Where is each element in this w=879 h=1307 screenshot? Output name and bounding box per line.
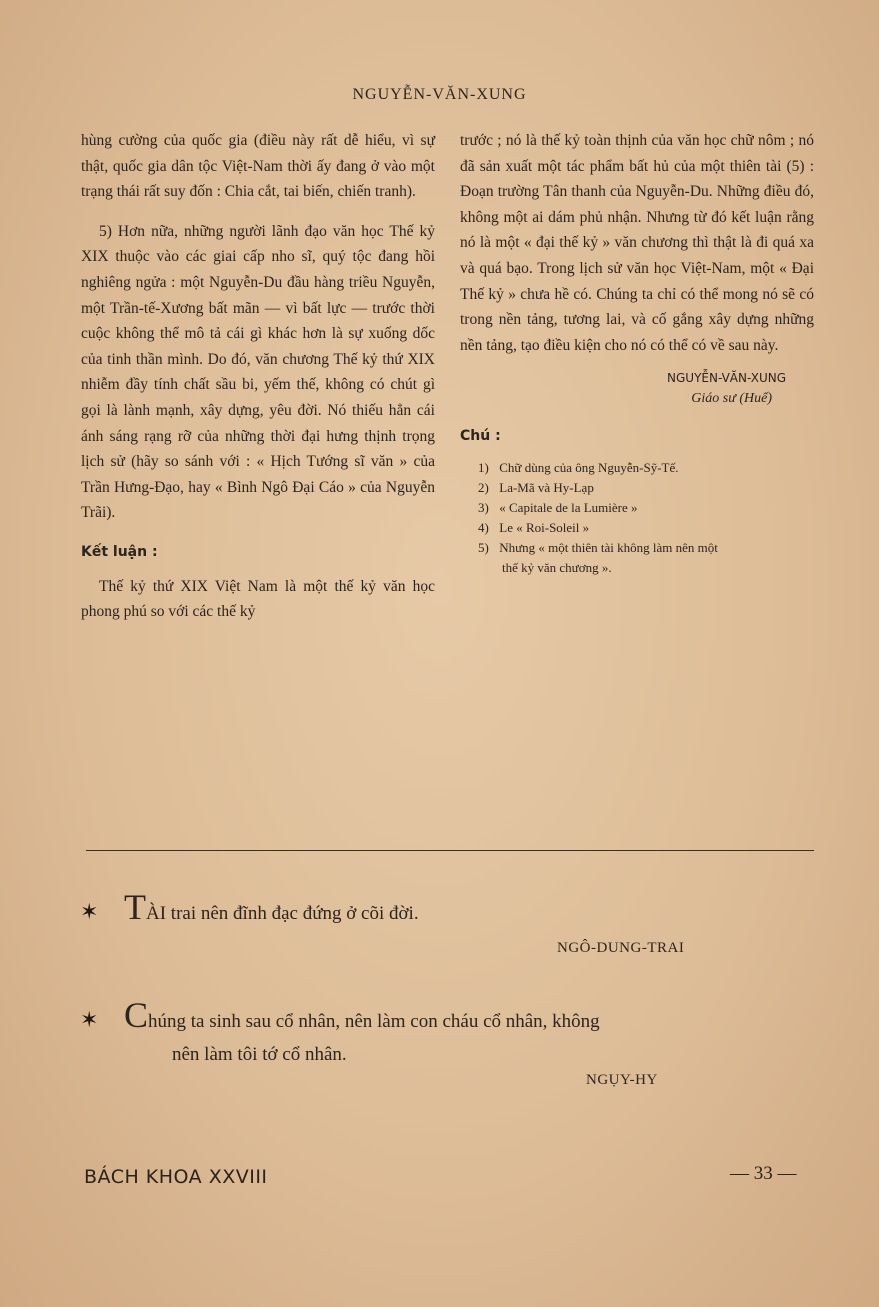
note-item [478,478,814,498]
note-number: 3) [478,499,489,515]
quote-text: ÀI trai nên đĩnh đạc đứng ở cõi đời. [146,903,419,924]
note-text-continuation: thế kỷ văn chương ». [502,559,612,575]
note-text: Chữ dùng của ông Nguyễn-Sỹ-Tế. [499,459,679,475]
right-column [460,128,814,578]
note-item [478,538,814,578]
author-signature: NGUYỄN-VĂN-XUNG [667,371,786,386]
notes-heading: Chú : [460,428,501,445]
page-number: — 33 — [730,1163,797,1184]
quote-1-author: NGÔ-DUNG-TRAI [557,940,685,956]
quote-text-line-2: nên làm tôi tớ cổ nhân. [172,1044,347,1065]
note-text: Le « Roi-Soleil » [499,519,590,535]
publication-name: BÁCH KHOA XXVIII [84,1166,268,1188]
left-paragraph-2: 5) Hơn nữa, những người lãnh đạo văn học Thế kỷ XIX thuộc vào các giai cấp nho sĩ, quý tộc đang hồi nghiêng ngửa : một Nguyễn-Du đầu hàng triều Nguyễn, một Trần-tế-Xương bất mãn — vì bất lực — trước thời cuộc không thể mô tả cái gì khác hơn là sự xuống dốc của tinh thần mình. Do đó, văn chương Thế kỷ thứ XIX nhiễm đầy tính chất sầu bi, yếm thế, không có chút gì gọi là lành mạnh, xây dựng, yêu đời. Nó thiếu hẳn cái ánh sáng rạng rỡ của những thời đại hưng thịnh trọng lịch sử (hãy so sánh với : « Hịch Tướng sĩ văn » của Trần Hưng-Đạo, hay « Bình Ngô Đại Cáo » của Nguyễn Trãi). [81,222,435,522]
quote-dropcap: T [124,887,146,927]
notes-list [460,458,814,578]
star-bullet-icon: ✶ [80,1008,99,1033]
author-title: Giáo sư (Huế) [691,391,772,407]
quote-text: húng ta sinh sau cổ nhân, nên làm con cháu cổ nhân, không [148,1011,600,1032]
note-item [478,498,814,518]
note-number: 4) [478,519,489,535]
quote-1 [80,886,820,928]
note-number: 5) [478,539,489,555]
note-number: 1) [478,459,489,475]
conclusion-heading: Kết luận : [81,543,158,560]
note-text: « Capitale de la Lumière » [499,499,638,515]
left-paragraph-1: hùng cường của quốc gia (điều này rất dễ hiểu, vì sự thật, quốc gia dân tộc Việt-Nam thời ấy đang ở vào một trạng thái rất suy đốn : Chia cắt, tai biến, chiến tranh). [81,132,435,201]
note-item [478,518,814,538]
note-text: La-Mã và Hy-Lạp [499,479,594,495]
note-number: 2) [478,479,489,495]
right-paragraph-1: trước ; nó là thế kỷ toàn thịnh của văn học chữ nôm ; nó đã sản xuất một tác phẩm bất hủ của một thiên tài (5) : Đoạn trường Tân thanh của Nguyễn-Du. Những điều đó, không một ai dám phủ nhận. Nhưng từ đó kết luận rằng nó là một « đại thế kỷ » văn chương thì thật là đi quá xa và quá bạo. Trong lịch sử văn học Việt-Nam, một « Đại Thế kỷ » chưa hề có. Chúng ta chỉ có thể mong nó sẽ có trong nền tảng, tương lai, và cố gắng xây dựng những nền tảng, tạo điều kiện cho nó có thể có về sau này. [460,132,814,354]
left-column [81,128,435,625]
quote-dropcap: C [124,995,149,1035]
left-paragraph-3: Thế kỷ thứ XIX Việt Nam là một thế kỷ văn học phong phú so với các thế kỷ [81,577,435,621]
quote-2-author: NGỤY-HY [586,1072,658,1088]
quote-2 [80,994,820,1066]
running-head: NGUYỄN-VĂN-XUNG [352,86,527,103]
note-item [478,458,814,478]
note-text: Nhưng « một thiên tài không làm nên một [499,539,718,555]
section-divider [86,850,814,851]
star-bullet-icon: ✶ [80,900,99,925]
